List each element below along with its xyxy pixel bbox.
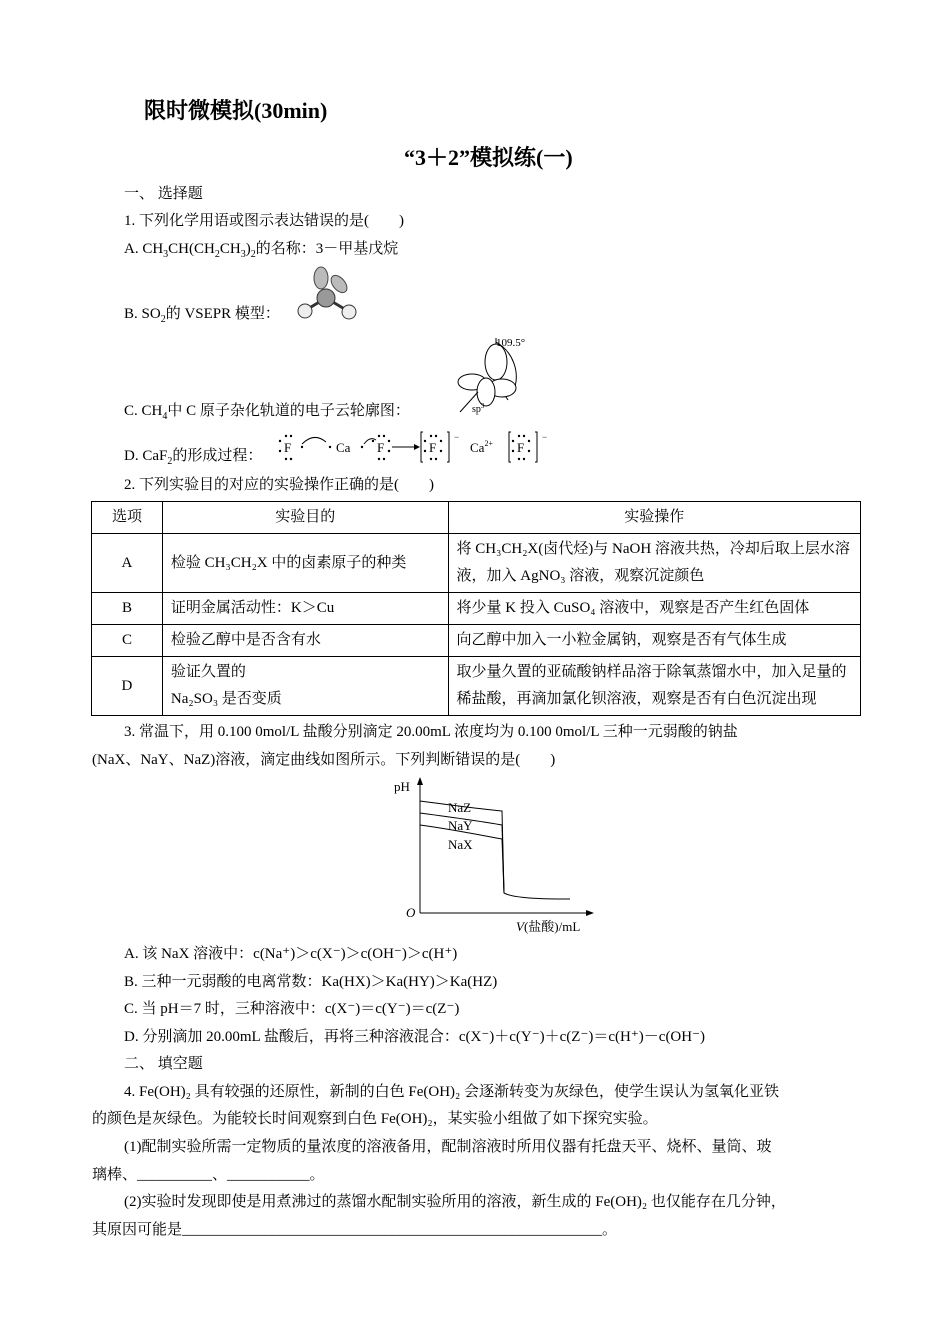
q3-option-c: C. 当 pH＝7 时，三种溶液中：c(X⁻)＝c(Y⁻)＝c(Z⁻) (124, 1001, 460, 1017)
svg-text:F: F (284, 440, 292, 455)
table-cell-option: D (92, 657, 163, 716)
page-title: 限时微模拟(30min) (144, 98, 328, 123)
titration-chart (390, 775, 600, 935)
caf2-formation-figure (274, 428, 550, 464)
table-cell-option: C (92, 625, 163, 657)
svg-text:−: − (454, 432, 460, 442)
table-cell-operation: 将 CH₃CH₂X(卤代烃)与 NaOH 溶液共热，冷却后取上层水溶液，加入 AgNO₃ 溶液，观察沉淀颜色 (448, 534, 860, 593)
bond-angle-label: 109.5° (496, 337, 526, 349)
table-cell-goal: 检验 CH₃CH₂X 中的卤素原子的种类 (162, 534, 448, 593)
y-axis-label: pH (394, 779, 410, 794)
svg-text:Ca: Ca (336, 440, 351, 455)
q1-option-a: A. $CH_3CH(CH_2CH_3)_2$的名称：3－甲基戊烷 (124, 241, 399, 260)
q3-stem-line2: (NaX、NaY、NaZ)溶液，滴定曲线如图所示。下列判断错误的是( ) (92, 752, 556, 768)
table-cell-goal: 检验乙醇中是否含有水 (162, 625, 448, 657)
q1-option-d: D. CaF$_2$的形成过程： (124, 448, 263, 467)
q3-stem-line1: 3. 常温下，用 0.100 0mol/L 盐酸分别滴定 20.00mL 浓度均为 0.100 0mol/L 三种一元弱酸的钠盐 (124, 724, 738, 740)
sp3-label: $sp^3$ (472, 402, 485, 415)
table-row (92, 534, 861, 593)
svg-text:−: − (542, 432, 548, 442)
table-cell-operation: 将少量 K 投入 CuSO₄ 溶液中，观察是否产生红色固体 (448, 593, 860, 625)
svg-text:F: F (429, 440, 437, 455)
table-header: 选项 (92, 502, 163, 534)
curve-nax (420, 825, 504, 893)
svg-text:F: F (377, 440, 385, 455)
table-cell-option: A (92, 534, 163, 593)
sp3-orbital-figure (438, 330, 548, 416)
table-cell-operation: 取少量久置的亚硫酸钠样品溶于除氧蒸馏水中，加入足量的稀盐酸，再滴加氯化钡溶液，观察是否有白色沉淀出现 (448, 657, 860, 716)
table-cell-goal: 验证久置的 Na₂SO₃ 是否变质 (162, 657, 448, 716)
page-subtitle: “3＋2”模拟练(一) (404, 145, 573, 170)
table-cell-goal: 证明金属活动性：K＞Cu (162, 593, 448, 625)
table-cell-option: B (92, 593, 163, 625)
q4-stem-line1: 4. Fe(OH)₂ 具有较强的还原性，新制的白色 Fe(OH)₂ 会逐渐转变为灰绿色，使学生误认为氢氧化亚铁 (124, 1084, 780, 1100)
q4-part1-line2: 璃棒、__________、___________。 (92, 1167, 325, 1183)
q2-stem: 2. 下列实验目的对应的实验操作正确的是( ) (124, 477, 434, 493)
table-header: 实验目的 (162, 502, 448, 534)
vsepr-model-figure (296, 264, 362, 322)
q2-table (91, 501, 861, 716)
q4-part2-line2: 其原因可能是________________________________________________________。 (92, 1222, 618, 1238)
table-row (92, 625, 861, 657)
q4-part1-line1: (1)配制实验所需一定物质的量浓度的溶液备用，配制溶液时所用仪器有托盘天平、烧杯、量筒、玻 (124, 1139, 772, 1155)
svg-text:Ca2+: $Ca^{2+}$ (470, 439, 493, 455)
table-row (92, 657, 861, 716)
x-axis-label: V(盐酸)/mL (516, 919, 581, 934)
q3-option-b: B. 三种一元弱酸的电离常数：Ka(HX)＞Ka(HY)＞Ka(HZ) (124, 974, 498, 990)
q1-option-c: C. $CH_4$中 C 原子杂化轨道的电子云轮廓图： (124, 403, 410, 422)
series-label: NaX (448, 837, 473, 852)
q1-option-b: B. $SO_2$的 VSEPR 模型： (124, 306, 280, 325)
section-heading-choice: 一、 选择题 (124, 186, 203, 202)
table-header-row (92, 502, 861, 534)
q4-stem-line2: 的颜色是灰绿色。为能较长时间观察到白色 Fe(OH)₂，某实验小组做了如下探究实验。 (92, 1111, 658, 1127)
section-heading-fill: 二、 填空题 (124, 1056, 203, 1072)
origin-label: O (406, 905, 416, 920)
q3-option-d: D. 分别滴加 20.00mL 盐酸后，再将三种溶液混合：c(X⁻)＋c(Y⁻)＋c(Z⁻)＝c(H⁺)－c(OH⁻) (124, 1029, 706, 1045)
table-cell-operation: 向乙醇中加入一小粒金属钠，观察是否有气体生成 (448, 625, 860, 657)
series-label: NaZ (448, 800, 472, 815)
table-header: 实验操作 (448, 502, 860, 534)
table-row (92, 593, 861, 625)
q1-stem: 1. 下列化学用语或图示表达错误的是( ) (124, 213, 404, 229)
series-label: NaY (448, 818, 473, 833)
q4-part2-line1: (2)实验时发现即使是用煮沸过的蒸馏水配制实验所用的溶液，新生成的 Fe(OH)₂ 也仅能存在几分钟， (124, 1194, 786, 1210)
svg-text:F: F (517, 440, 525, 455)
q3-option-a: A. 该 NaX 溶液中：c(Na⁺)＞c(X⁻)＞c(OH⁻)＞c(H⁺) (124, 946, 458, 962)
